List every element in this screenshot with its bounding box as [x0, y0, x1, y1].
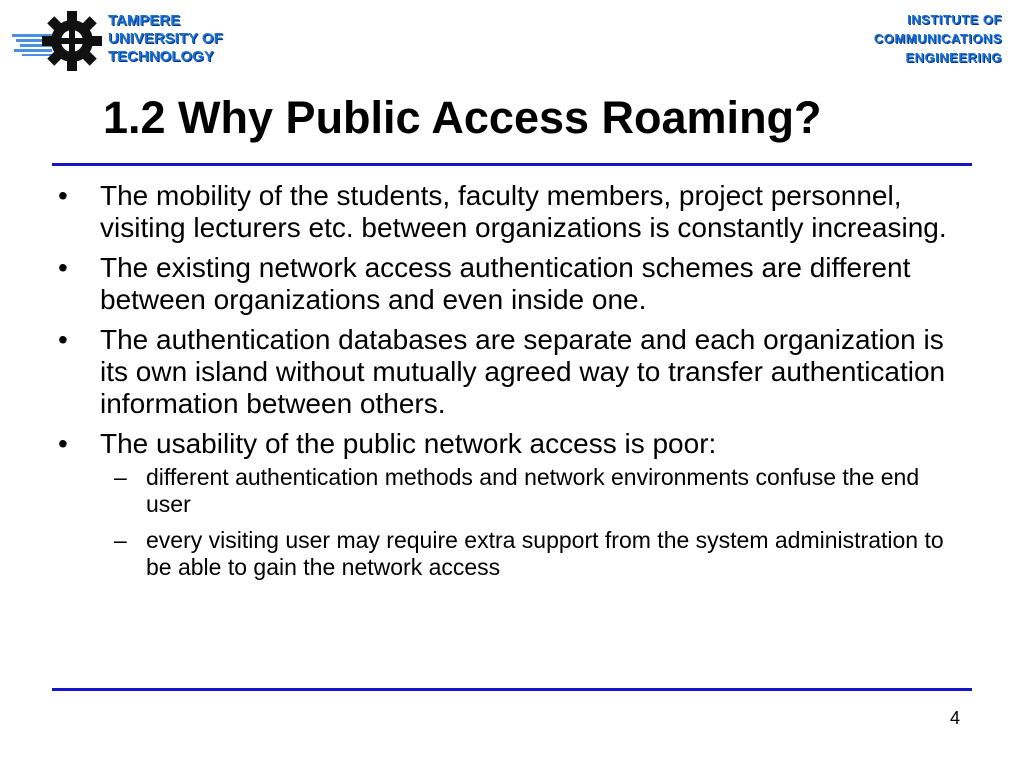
university-name-line-1: TAMPERE [108, 12, 181, 29]
university-name-line-2: UNIVERSITY OF [108, 30, 223, 47]
bullet-text: The existing network access authentication schemes are different between organizations and even inside one. [100, 252, 911, 315]
bullet-marker: • [58, 428, 68, 459]
bullet-item [58, 252, 968, 316]
sub-bullet-text: different authentication methods and network environments confuse the end user [146, 464, 920, 517]
bullet-item [58, 428, 968, 460]
university-logo [10, 10, 250, 72]
bullet-text: The usability of the public network access is poor: [100, 428, 717, 459]
institute-name-line-1: INSTITUTE OF [907, 12, 1002, 27]
top-divider [52, 163, 972, 166]
slide-content [58, 180, 968, 590]
bullet-text: The mobility of the students, faculty members, project personnel, visiting lecturers etc. between organizations is constantly increasing. [100, 180, 947, 243]
institute-name [874, 10, 1002, 67]
sub-bullet-item [58, 464, 968, 518]
university-name [108, 12, 223, 66]
bullet-item [58, 324, 968, 420]
institute-name-line-3: ENGINEERING [905, 50, 1002, 65]
sub-bullet-text: every visiting user may require extra support from the system administration to be able to gain the network access [146, 527, 944, 580]
bullet-marker: • [58, 252, 68, 283]
bullet-item [58, 180, 968, 244]
gear-logo-icon [10, 10, 106, 72]
bullet-marker: • [58, 324, 68, 355]
slide-title: 1.2 Why Public Access Roaming? [103, 92, 822, 143]
university-name-line-3: TECHNOLOGY [108, 48, 214, 65]
bullet-text: The authentication databases are separate and each organization is its own island without mutually agreed way to transfer authentication information between others. [100, 324, 946, 419]
institute-name-line-2: COMMUNICATIONS [873, 31, 1002, 46]
sub-bullet-marker: – [114, 464, 127, 490]
bullet-marker: • [58, 180, 68, 211]
page-number: 4 [950, 708, 961, 728]
sub-bullet-item [58, 527, 968, 581]
bottom-divider [52, 688, 972, 691]
sub-bullet-marker: – [114, 527, 127, 553]
